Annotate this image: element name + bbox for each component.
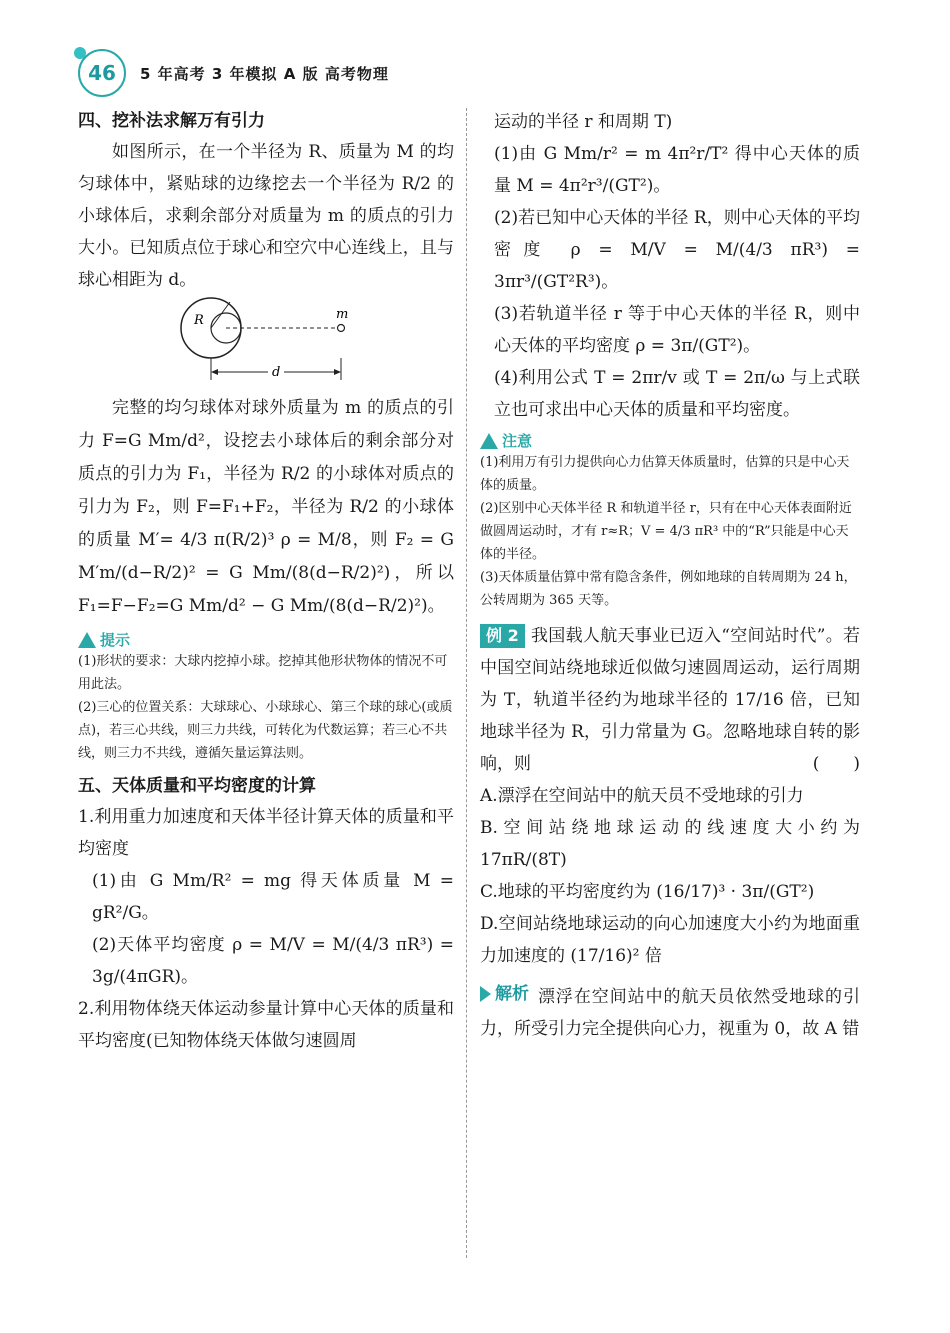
page-header bbox=[78, 48, 389, 98]
section-5-item-1a: (1)由 G Mm/R² = mg 得天体质量 M = gR²/G。 bbox=[92, 871, 454, 923]
warning-icon bbox=[480, 433, 498, 449]
option-a: A.漂浮在空间站中的航天员不受地球的引力 bbox=[480, 786, 804, 806]
note-item-1: (1)利用万有引力提供向心力估算天体质量时，估算的只是中心天体的质量。 bbox=[480, 455, 850, 493]
option-c: C.地球的平均密度约为 (16/17)³ · 3π/(GT²) bbox=[480, 882, 815, 902]
left-column bbox=[78, 106, 454, 1057]
warning-icon bbox=[78, 632, 96, 648]
example-label: 例 2 bbox=[480, 624, 525, 648]
answer-bracket: ( ) bbox=[812, 754, 860, 774]
note-item-3: (3)天体质量估算中常有隐含条件，例如地球的自转周期为 24 h，公转周期为 365 天等。 bbox=[480, 570, 857, 608]
note-header bbox=[480, 430, 860, 451]
analysis bbox=[480, 978, 860, 1045]
label-m: m bbox=[336, 307, 349, 322]
sphere-diagram bbox=[78, 296, 454, 388]
analysis-header bbox=[480, 978, 529, 1010]
page-number: 46 bbox=[78, 49, 126, 97]
method-2-step-4: (4)利用公式 T = 2πr/v 或 T = 2π/ω 与上式联立也可求出中心天体的质量和平均密度。 bbox=[494, 368, 860, 420]
note-label: 注意 bbox=[502, 432, 533, 450]
column-divider bbox=[466, 108, 467, 1258]
analysis-label: 解析 bbox=[495, 984, 529, 1004]
section-5-item-1b: (2)天体平均密度 ρ = M/V = M/(4/3 πR³) = 3g/(4πGR)。 bbox=[92, 935, 454, 987]
section-5-item-2: 2.利用物体绕天体运动参量计算中心天体的质量和平均密度(已知物体绕天体做匀速圆周 bbox=[78, 999, 454, 1051]
tip-label: 提示 bbox=[100, 631, 131, 649]
book-title: 5 年高考 3 年模拟 A 版 高考物理 bbox=[140, 64, 389, 83]
tip-item-1: (1)形状的要求：大球内挖掉小球。挖掉其他形状物体的情况不可用此法。 bbox=[78, 654, 448, 692]
section-4-problem: 如图所示，在一个半径为 R、质量为 M 的均匀球体中，紧贴球的边缘挖去一个半径为 R/2 的小球体后，求剩余部分对质量为 m 的质点的引力大小。已知质点位于球心和空穴中心连线上，且与球心相距为 d。 bbox=[78, 142, 454, 290]
analysis-text: 漂浮在空间站中的航天员依然受地球的引力，所受引力完全提供向心力，视重为 0，故 A 错 bbox=[480, 987, 860, 1039]
method-2-step-3: (3)若轨道半径 r 等于中心天体的半径 R，则中心天体的平均密度 ρ = 3π/(GT²)。 bbox=[494, 304, 860, 356]
right-column bbox=[480, 106, 860, 1045]
label-d: d bbox=[272, 365, 281, 380]
tip-header bbox=[78, 629, 454, 650]
method-2-step-1: (1)由 G Mm/r² = m 4π²r/T² 得中心天体的质量 M = 4π²r³/(GT²)。 bbox=[494, 144, 860, 196]
option-b: B.空间站绕地球运动的线速度大小约为 17πR/(8T) bbox=[480, 818, 860, 870]
section-5-item-2-cont: 运动的半径 r 和周期 T) bbox=[494, 112, 673, 132]
section-4-title: 四、挖补法求解万有引力 bbox=[78, 111, 265, 131]
section-5-title: 五、天体质量和平均密度的计算 bbox=[78, 776, 316, 796]
method-2-step-2: (2)若已知中心天体的半径 R，则中心天体的平均密度 ρ = M/V = M/(4/3 πR³) = 3πr³/(GT²R³)。 bbox=[494, 208, 860, 292]
example-text: 我国载人航天事业已迈入“空间站时代”。若中国空间站绕地球近似做匀速圆周运动，运行周期为 T，轨道半径约为地球半径的 17/16 倍，已知地球半径为 R，引力常量为 G。忽略地球自转的影响，则 bbox=[480, 626, 860, 774]
section-4-solution: 完整的均匀球体对球外质量为 m 的质点的引力 F=G Mm/d²，设挖去小球体后的剩余部分对质点的引力为 F₁，半径为 R/2 的小球体对质点的引力为 F₂，则 F=F₁+F₂，半径为 R/2 的小球体的质量 M′= 4/3 π(R/2)³ ρ = M/8，则 F₂ = G M′m/(d−R/2)² = G Mm/(8(d−R/2)²)，所以 F₁=F−F₂=G Mm/d² − G Mm/(8(d−R/2)²)。 bbox=[78, 398, 454, 616]
note-item-2: (2)区别中心天体半径 R 和轨道半径 r，只有在中心天体表面附近做圆周运动时，才有 r≈R；V = 4/3 πR³ 中的“R”只能是中心天体的半径。 bbox=[480, 501, 852, 562]
label-R: R bbox=[194, 313, 204, 328]
tip-item-2: (2)三心的位置关系：大球球心、小球球心、第三个球的球心(或质点)，若三心共线，则三力共线，可转化为代数运算；若三心不共线，则三力不共线，遵循矢量运算法则。 bbox=[78, 700, 453, 761]
arrow-icon bbox=[480, 986, 491, 1002]
hollow-sphere-figure bbox=[78, 296, 454, 388]
option-d: D.空间站绕地球运动的向心加速度大小约为地面重力加速度的 (17/16)² 倍 bbox=[480, 914, 860, 966]
example-2 bbox=[480, 620, 860, 780]
section-5-item-1: 1.利用重力加速度和天体半径计算天体的质量和平均密度 bbox=[78, 807, 454, 859]
